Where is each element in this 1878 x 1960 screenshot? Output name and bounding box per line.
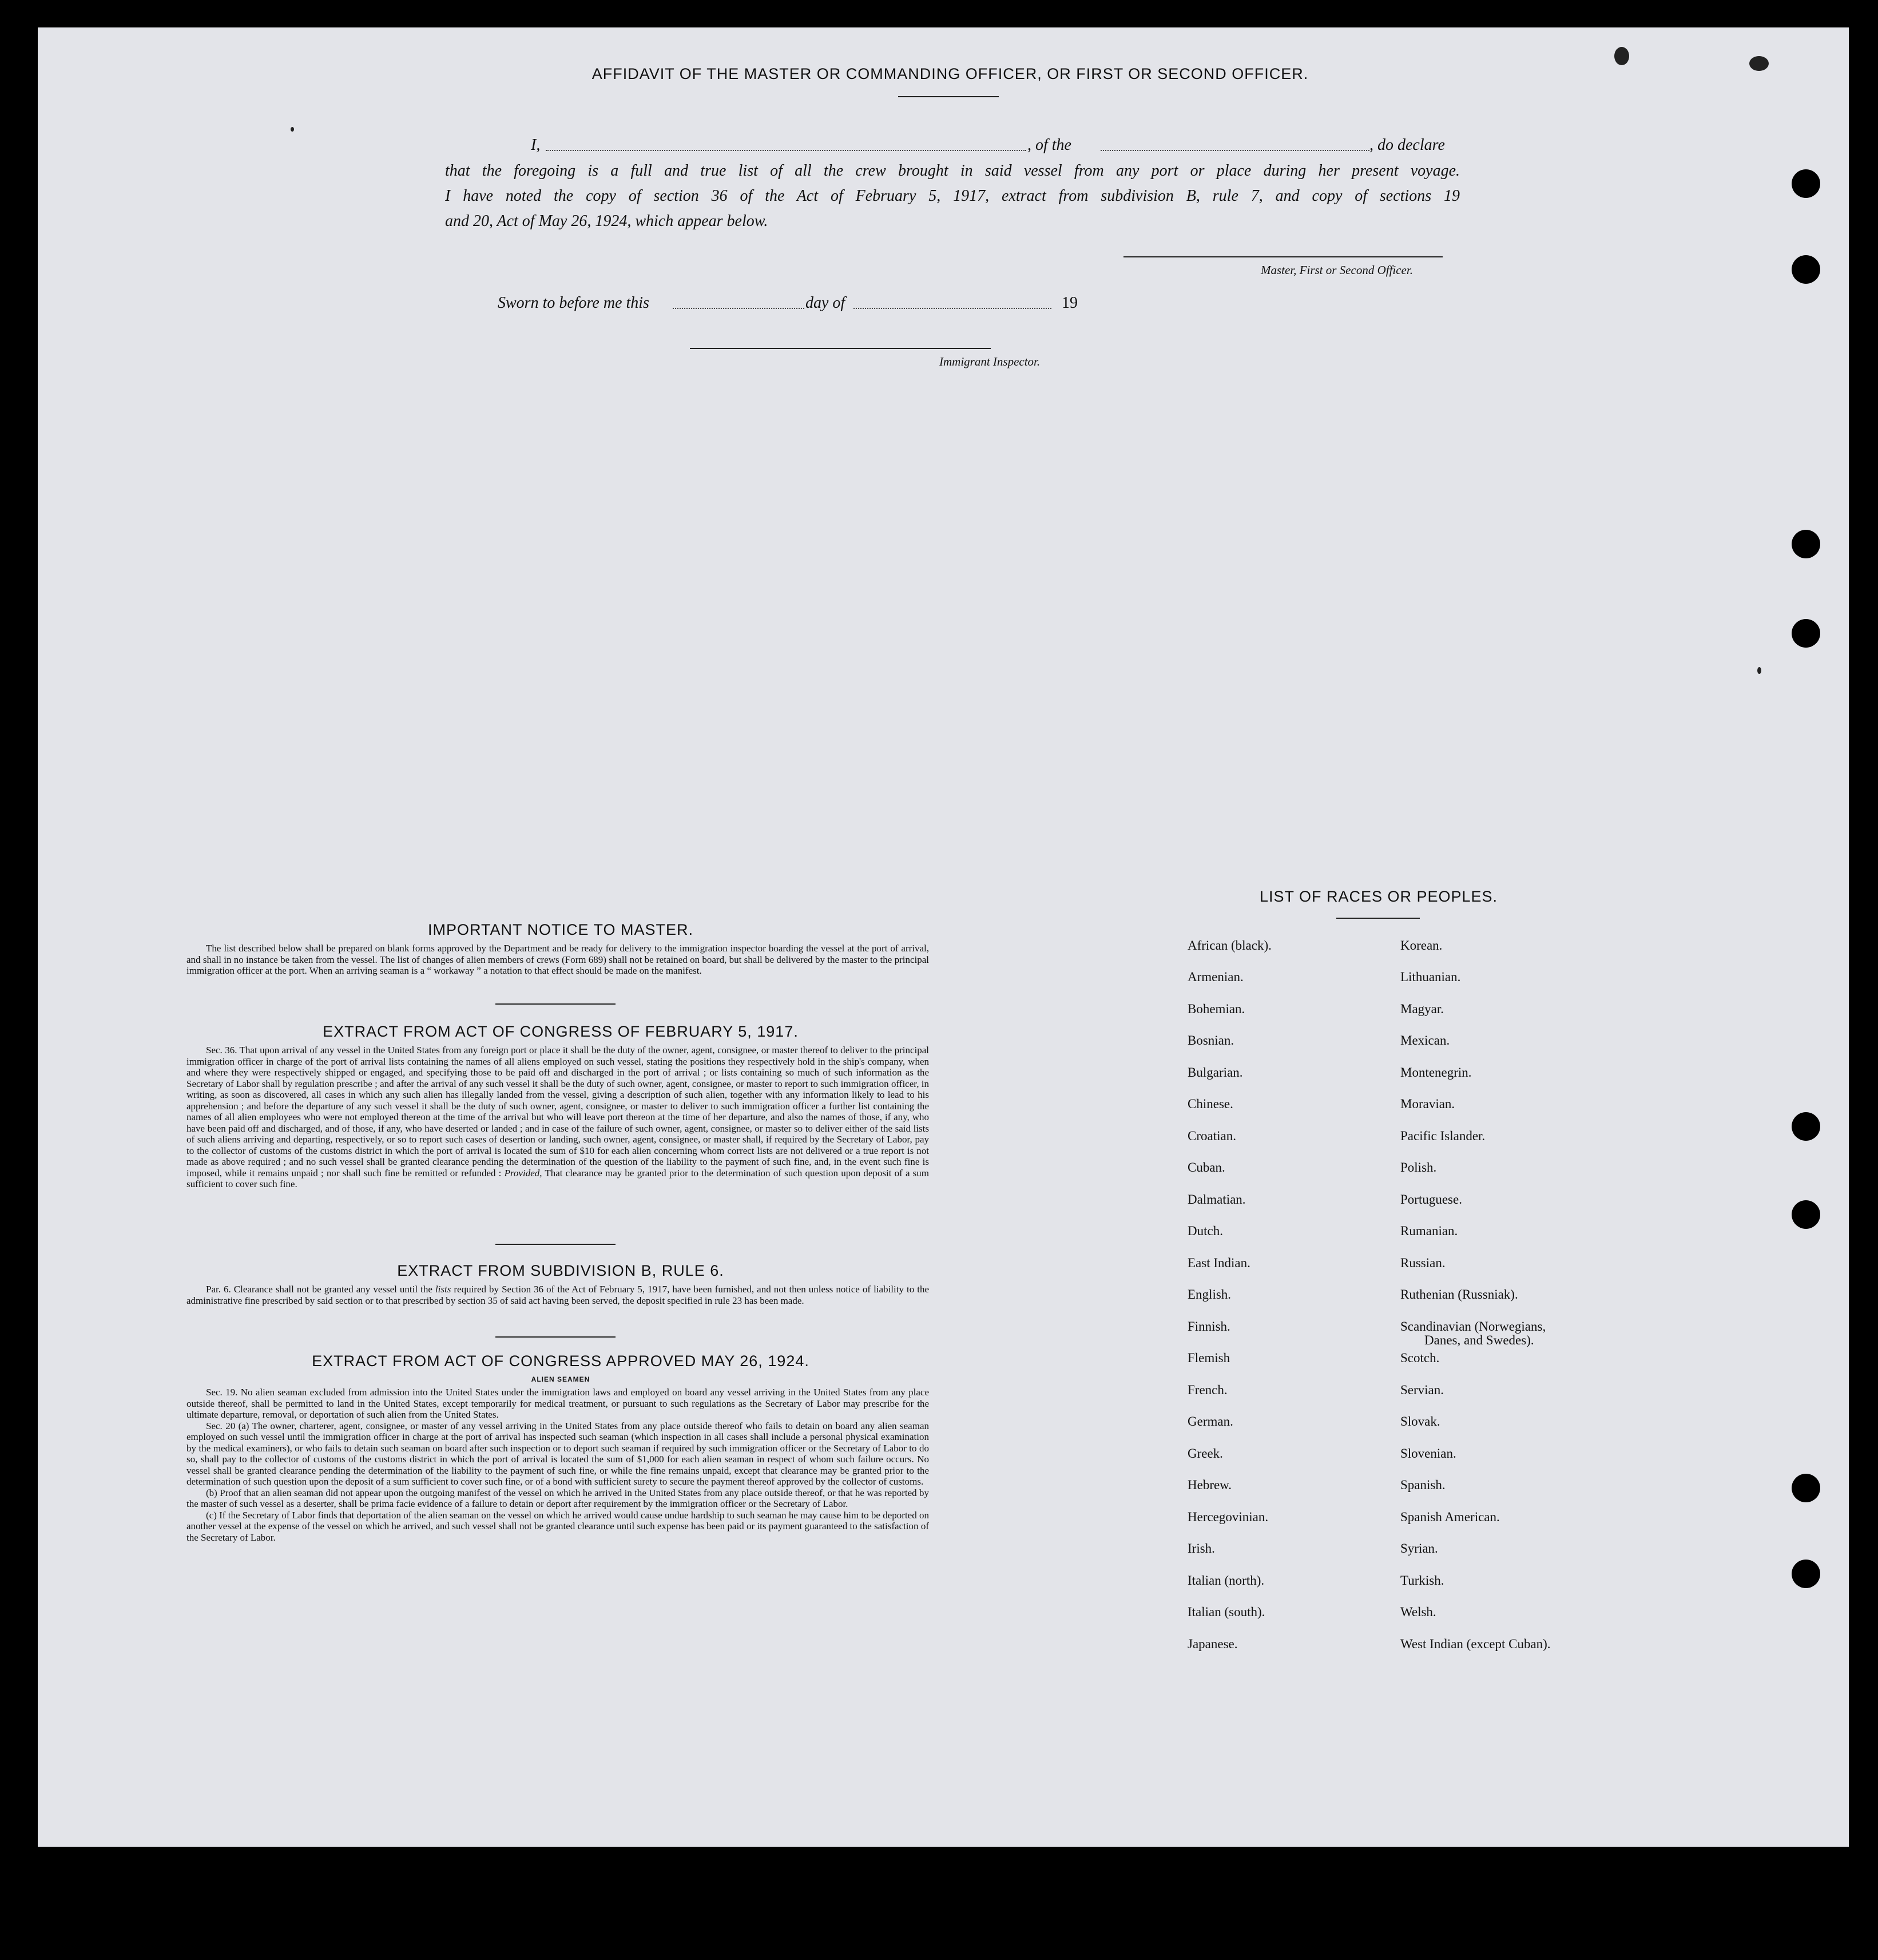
- notice-body: [186, 943, 929, 977]
- race-item: French.: [1188, 1383, 1228, 1397]
- provided-word: Provided,: [504, 1167, 542, 1179]
- subdivision-b-title: EXTRACT FROM SUBDIVISION B, RULE 6.: [397, 1262, 724, 1279]
- races-title: LIST OF RACES OR PEOPLES.: [1259, 888, 1498, 905]
- notice-title: IMPORTANT NOTICE TO MASTER.: [427, 921, 694, 938]
- section-20a-text: Sec. 20 (a) The owner, charterer, agent, consignee, or master of any vessel arriving in the United States from any place outside thereof who fails to detain on board any alien seaman employed on such vessel until the immigration officer in charge at the port of arrival has inspected such seaman (which inspection in all cases shall include a personal physical examination by the medical examiners), or who fails to detain such seaman on board after such inspection or to deport such seaman if required by such immigration officer or the Secretary of Labor to do so, shall pay to the collector of customs of the customs district in which the port of arrival is located the sum of $1,000 for each alien seaman in respect of whom such failure occurs. No vessel shall be granted clearance pending the determination of the liability to the payment of such fine, or while the fine remains unpaid, except that clearance may be granted prior to the determination of such question upon the deposit of a sum sufficient to cover such fine, or of a bond with sufficient surety to secure the payment thereof approved by the collector of customs.: [186, 1420, 929, 1487]
- race-item: Servian.: [1400, 1383, 1444, 1397]
- punch-hole: [1792, 255, 1820, 284]
- race-item: Turkish.: [1400, 1573, 1444, 1588]
- ink-mark: [1614, 47, 1629, 65]
- lists-word: lists: [435, 1284, 451, 1295]
- race-item: Croatian.: [1188, 1129, 1236, 1143]
- race-item: Flemish: [1188, 1351, 1230, 1365]
- ink-mark: [291, 127, 294, 132]
- race-item: East Indian.: [1188, 1256, 1250, 1270]
- divider: [495, 1336, 616, 1338]
- race-item: African (black).: [1188, 938, 1272, 953]
- race-item: Moravian.: [1400, 1097, 1455, 1111]
- race-item: Montenegrin.: [1400, 1065, 1472, 1080]
- punch-hole: [1792, 530, 1820, 558]
- punch-hole: [1792, 619, 1820, 648]
- race-item: Bulgarian.: [1188, 1065, 1243, 1080]
- section-20c-text: (c) If the Secretary of Labor finds that deportation of the alien seaman on the vessel on which he arrived would cause undue hardship to such seaman he may cause him to be deported on another vessel at the expense of the vessel on which he arrived, and such vessel shall not be granted clearance until such expense has been paid or its payment guaranteed to the satisfaction of the Secretary of Labor.: [186, 1509, 929, 1543]
- sworn-month-field[interactable]: [853, 308, 1051, 309]
- race-item: English.: [1188, 1287, 1232, 1302]
- section-20b-text: (b) Proof that an alien seaman did not appear upon the outgoing manifest of the vessel on which he arrived in the United States from any place outside thereof, or that he was reported by the master of such vessel as a deserter, shall be prima facie evidence of a failure to detain or deport after requirement by the immigration officer or the Secretary of Labor.: [186, 1487, 929, 1509]
- race-item: West Indian (except Cuban).: [1400, 1637, 1551, 1651]
- divider: [1336, 918, 1420, 919]
- year-prefix: 19: [1062, 294, 1078, 312]
- divider: [898, 96, 999, 97]
- inspector-signature-line[interactable]: [690, 348, 991, 349]
- affidavit-declare: , do declare: [1369, 136, 1445, 154]
- section-19-text: Sec. 19. No alien seaman excluded from admission into the United States under the immigration laws and employed on board any vessel arriving in the United States from any place outside thereof, shall be permitted to land in the United States, except temporarily for medical treatment, or pursuant to such regulations as the Secretary of Labor may prescribe for the ultimate departure, removal, or deportation of such alien from the United States.: [186, 1387, 929, 1420]
- race-item: Ruthenian (Russniak).: [1400, 1287, 1518, 1302]
- extract-1924-body: [186, 1387, 929, 1543]
- race-item: Italian (north).: [1188, 1573, 1265, 1588]
- divider: [495, 1003, 616, 1005]
- race-item: Pacific Islander.: [1400, 1129, 1486, 1143]
- race-item: Korean.: [1400, 938, 1443, 953]
- affidavit-text-line4: and 20, Act of May 26, 1924, which appear below.: [445, 212, 768, 230]
- affidavit-of-the: , of the: [1027, 136, 1071, 154]
- race-item: Magyar.: [1400, 1002, 1444, 1016]
- race-item: Finnish.: [1188, 1319, 1230, 1334]
- punch-hole: [1792, 1112, 1820, 1141]
- race-item: Rumanian.: [1400, 1224, 1458, 1238]
- race-item: Bosnian.: [1188, 1033, 1234, 1048]
- paragraph-6-rest: required by Section 36 of the Act of February 5, 1917, have been furnished, and not then unless notice of liability to the administrative fine prescribed by said section or to that prescribed by section 35 of said act having been served, the deposit specified in rule 23 has been made.: [186, 1284, 930, 1306]
- race-item: Hercegovinian.: [1188, 1510, 1269, 1524]
- race-item: Scotch.: [1400, 1351, 1440, 1365]
- master-signature-line[interactable]: [1123, 256, 1443, 257]
- paragraph-6-text: [186, 1284, 929, 1306]
- day-of-text: day of: [805, 294, 845, 312]
- race-item: Polish.: [1400, 1160, 1437, 1175]
- sworn-text: Sworn to before me this: [498, 294, 649, 312]
- race-item: Spanish.: [1400, 1478, 1446, 1492]
- divider: [495, 1244, 616, 1245]
- race-item: Scandinavian (Norwegians,: [1400, 1319, 1546, 1334]
- extract-1924-title: EXTRACT FROM ACT OF CONGRESS APPROVED MAY 26, 1924.: [312, 1352, 809, 1370]
- vessel-name-field[interactable]: [1101, 150, 1369, 151]
- race-item: Bohemian.: [1188, 1002, 1245, 1016]
- race-item: German.: [1188, 1414, 1233, 1429]
- race-item: Danes, and Swedes).: [1424, 1333, 1534, 1347]
- race-item: Dalmatian.: [1188, 1192, 1246, 1207]
- race-item: Slovak.: [1400, 1414, 1440, 1429]
- affidavit-i: I,: [531, 136, 541, 154]
- affidavit-title: AFFIDAVIT OF THE MASTER OR COMMANDING OFFICER, OR FIRST OR SECOND OFFICER.: [591, 65, 1309, 82]
- section-36-proviso: That clearance may be granted prior to the determination of such question upon deposit of a sum sufficient to cover such fine.: [186, 1167, 929, 1189]
- race-item: Greek.: [1188, 1446, 1223, 1461]
- punch-hole: [1792, 1200, 1820, 1229]
- section-36-text: [186, 1045, 929, 1190]
- extract-1917-title: EXTRACT FROM ACT OF CONGRESS OF FEBRUARY 5, 1917.: [323, 1023, 799, 1040]
- master-name-field[interactable]: [546, 150, 1026, 151]
- affidavit-text-line3: I have noted the copy of section 36 of the Act of February 5, 1917, extract from subdivision B, rule 7, and copy of sections 19: [445, 187, 1460, 205]
- race-item: Mexican.: [1400, 1033, 1450, 1048]
- punch-hole: [1792, 1474, 1820, 1502]
- race-item: Chinese.: [1188, 1097, 1233, 1111]
- race-item: Syrian.: [1400, 1541, 1438, 1556]
- race-item: Dutch.: [1188, 1224, 1223, 1238]
- punch-hole: [1792, 1560, 1820, 1588]
- sworn-day-field[interactable]: [673, 308, 804, 309]
- race-item: Spanish American.: [1400, 1510, 1500, 1524]
- inspector-signature-label: Immigrant Inspector.: [939, 355, 1041, 368]
- affidavit-text-line2: that the foregoing is a full and true list of all the crew brought in said vessel from any port or place during her present voyage.: [445, 162, 1460, 180]
- form-page: [38, 27, 1849, 1847]
- extract-1917-body: [186, 1045, 929, 1190]
- master-signature-label: Master, First or Second Officer.: [1261, 263, 1413, 277]
- punch-hole: [1792, 169, 1820, 198]
- section-36-main: Sec. 36. That upon arrival of any vessel in the United States from any foreign port or place it shall be the duty of the owner, agent, consignee, or master thereof to deliver to the principal immigration officer in charge of the port of arrival lists containing the names of all aliens employed on such vessel, stating the positions they respectively hold in the ship's company, when and where they were respectively shipped or engaged, and specifying those to be paid off and discharged in the port of arrival ; or lists containing so much of such information as the Secretary of Labor shall by regulation prescribe ; and after the arrival of any such vessel it shall be the duty of such owner, agent, consignee, or master to report to such immigration officer, in writing, as soon as discovered, all cases in which any such alien has illegally landed from the vessel, giving a description of such alien, together with any information likely to lead to his apprehension ; and before the departure of any such vessel it shall be the duty of such owner, agent, consignee, or master to deliver to such immigration officer a further list containing the names of all alien employees who were not employed thereon at the time of the arrival but who will leave port thereon at the time of her departure, and also the names of those, if any, who have been paid off and discharged, and of those, if any, who have deserted or landed ; and in case of the failure of such owner, agent, consignee, or master so to deliver either of the said lists of such aliens arriving and departing, respectively, or so to report such cases of desertion or landing, such owner, agent, consignee, or master shall, if required by the Secretary of Labor, pay to the collector of customs of the customs district in which the port of arrival is located the sum of $10 for each alien concerning whom correct lists are not delivered or a true report is not made as above required ; and no such vessel shall be granted clearance pending the determination of the question of the liability to the payment of such fine, and, in the event such fine is imposed, while it remains unpaid ; nor shall such fine be remitted or refunded :: [186, 1045, 929, 1179]
- race-item: Welsh.: [1400, 1605, 1436, 1619]
- race-item: Armenian.: [1188, 970, 1244, 984]
- subdivision-b-body: [186, 1284, 929, 1306]
- paragraph-6-start: Par. 6. Clearance shall not be granted any vessel until the: [206, 1284, 432, 1295]
- race-item: Irish.: [1188, 1541, 1215, 1556]
- race-item: Portuguese.: [1400, 1192, 1462, 1207]
- race-item: Cuban.: [1188, 1160, 1225, 1175]
- race-item: Japanese.: [1188, 1637, 1238, 1651]
- race-item: Slovenian.: [1400, 1446, 1456, 1461]
- alien-seamen-subtitle: ALIEN SEAMEN: [531, 1375, 590, 1383]
- race-item: Hebrew.: [1188, 1478, 1232, 1492]
- race-item: Italian (south).: [1188, 1605, 1265, 1619]
- race-item: Russian.: [1400, 1256, 1446, 1270]
- ink-mark: [1757, 667, 1761, 674]
- race-item: Lithuanian.: [1400, 970, 1461, 984]
- ink-mark: [1749, 56, 1769, 71]
- notice-paragraph: The list described below shall be prepared on blank forms approved by the Department and be ready for delivery to the immigration inspector boarding the vessel at the port of arrival, and shall in no instance be taken from the vessel. The list of changes of alien members of crews (Form 689) shall not be retained on board, but shall be delivered by the master to the principal immigration officer at the port. When an arriving seaman is a “ workaway ” a notation to that effect should be made on the manifest.: [186, 943, 929, 976]
